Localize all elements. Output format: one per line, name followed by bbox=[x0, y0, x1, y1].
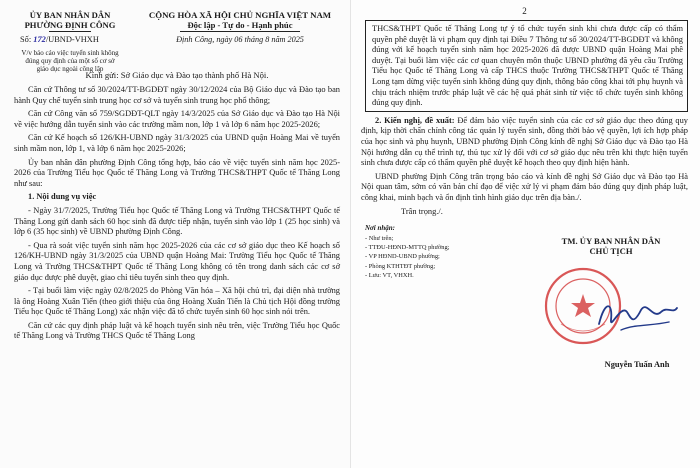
number-handwritten: 172 bbox=[33, 35, 46, 44]
recipient-item: - VP HĐND-UBND phường; bbox=[365, 253, 440, 261]
document-page-2 bbox=[350, 0, 700, 468]
legal-basis-2: Căn cứ Công văn số 759/SGDĐT-QLT ngày 14/3/2025 của Sở Giáo dục và Đào tạo Hà Nội về việc hướng dẫn tuyển sinh vào các trường mầm non, lớp 1 và lớp 6 năm học 2025-2026; bbox=[14, 109, 340, 129]
motto-underline bbox=[180, 31, 300, 32]
highlighted-text: THCS&THPT Quốc tế Thăng Long tự ý tổ chức tuyển sinh khi chưa được cấp có thẩm quyền phê duyệt là vi phạm quy định tại Điều 7 Thông tư số 30/2024/TT-BGDĐT và không đúng với kế hoạch tuyển sinh năm học 2025-2026 đã được UBND quận Hoàng Mai phê duyệt. Tại buổi làm việc các cơ quan chuyên môn thuộc UBND phường đã yêu cầu Trường Tiểu học Quốc tế Thăng Long và cấp THCS thuộc Trường THCS&THPT Quốc tế Thăng Long tạm dừng việc tuyển sinh không đúng quy định, thông báo công khai tới phụ huynh và chịu trách nhiệm trước pháp luật về các hệ quả phát sinh từ việc tổ chức tuyển sinh không đúng quy định. bbox=[372, 24, 683, 108]
agency-name-line1: ỦY BAN NHÂN DÂN bbox=[29, 10, 111, 20]
signature-block bbox=[361, 220, 688, 400]
recipient-line: Kính gửi: Sở Giáo dục và Đào tạo thành phố Hà Nội. bbox=[85, 70, 269, 80]
section-1-heading: 1. Nội dung vụ việc bbox=[28, 192, 97, 202]
signatory-line2: CHỦ TỊCH bbox=[589, 246, 633, 257]
recipient-item: - TTĐU-HĐND-MTTQ phường; bbox=[365, 243, 450, 251]
legal-basis-1: Căn cứ Thông tư số 30/2024/TT-BGDĐT ngày 30/12/2024 của Bộ Giáo dục và Đào tạo ban hành Quy chế tuyển sinh trung học cơ sở và tuyển sinh trung học phổ thông; bbox=[14, 85, 340, 105]
recommendation-text: Để đảm bảo việc tuyển sinh của các cơ sở giáo dục theo đúng quy định, kịp thời chấn chỉnh công tác quản lý tuyển sinh, đồng thời bảo vệ quyền, lợi ích hợp pháp của học sinh và phụ huynh, UBND phường Định Công kính đề nghị Sở Giáo dục và Đào tạo Hà Nội hướng dẫn cụ thể trình tự, thủ tục xử lý đối với cơ sở giáo dục nêu trên khi thực hiện tuyển sinh chưa được cấp có thẩm quyền phê duyệt kế hoạch theo quy định hiện hành. bbox=[361, 115, 688, 168]
incident-paragraph-3: - Tại buổi làm việc ngày 02/8/2025 do Phòng Văn hóa – Xã hội chủ trì, đại diện nhà trường là ông Hoàng Xuân Tiến (theo giới thiệu của ông Hoàng Xuân Tiến là Chủ tịch Hội đồng trường Tiểu học Quốc tế Thăng Long) xác nhận việc đã tổ chức tuyển sinh 60 học sinh nói trên. bbox=[14, 286, 340, 317]
signatory-line1: TM. ỦY BAN NHÂN DÂN bbox=[561, 236, 661, 247]
issuing-agency bbox=[14, 10, 126, 73]
recipients-title: Nơi nhận: bbox=[365, 224, 396, 233]
recommendation-paragraph bbox=[361, 116, 688, 169]
agency-name-line2: PHƯỜNG ĐỊNH CÔNG bbox=[24, 20, 116, 30]
nation-title: CỘNG HÒA XÃ HỘI CHỦ NGHĨA VIỆT NAM bbox=[148, 10, 332, 20]
dateline: Định Công, ngày 06 tháng 8 năm 2025 bbox=[176, 35, 304, 44]
incident-paragraph-2: - Qua rà soát việc tuyển sinh năm học 2025-2026 của các cơ sở giáo dục theo Kế hoạch số 126/KH-UBND ngày 31/3/2025 của UBND quận Hoàng Mai: Trường Tiểu học Quốc tế Thăng Long và Trường THCS&THPT Quốc tế Thăng Long không có tên trong danh sách các cơ sở giáo dục được phê duyệt, giao chỉ tiêu tuyển sinh theo quy định. bbox=[14, 240, 340, 282]
nation-motto: Độc lập - Tự do - Hạnh phúc bbox=[187, 20, 293, 30]
highlighted-box bbox=[365, 20, 688, 112]
document-header bbox=[14, 10, 340, 73]
incident-paragraph-1: - Ngày 31/7/2025, Trường Tiểu học Quốc tế Thăng Long và Trường THCS&THPT Quốc tế Thăng Long gửi danh sách 60 học sinh đã được tiếp nhận, tuyển sinh vào lớp 1 (25 học sinh) và lớp 6 (35 học sinh) về UBND phường Định Công. bbox=[14, 205, 340, 237]
closing-line: Trân trọng./. bbox=[401, 206, 443, 216]
subject-line3: giáo dục ngoài công lập bbox=[36, 65, 104, 73]
recipient-item: - Lưu: VT, VHXH. bbox=[365, 272, 414, 280]
handwritten-signature bbox=[591, 290, 681, 340]
number-prefix: Số: bbox=[20, 35, 32, 44]
number-suffix: /UBND-VHXH bbox=[45, 35, 99, 44]
signatory-title bbox=[531, 236, 691, 256]
document-number bbox=[20, 35, 126, 45]
report-intro: Ủy ban nhân dân phường Định Công tổng hợp, báo cáo về việc tuyển sinh năm học 2025-2026 của Trường Tiểu học Quốc tế Thăng Long và Trường THCS&THPT Quốc tế Thăng Long như sau: bbox=[14, 157, 340, 188]
recipient-item: - Phòng KTHTĐT phường; bbox=[365, 262, 436, 270]
recipient-item: - Như trên; bbox=[365, 234, 394, 242]
signer-name: Nguyễn Tuấn Anh bbox=[604, 360, 670, 370]
subject-line1: V/v báo cáo việc tuyển sinh không bbox=[21, 49, 119, 57]
document-subject bbox=[14, 49, 126, 73]
page-number: 2 bbox=[522, 6, 527, 16]
section-2-heading: 2. Kiến nghị, đề xuất: bbox=[375, 115, 455, 125]
agency-underline bbox=[49, 31, 91, 32]
final-paragraph: UBND phường Định Công trân trọng báo cáo và kính đề nghị Sở Giáo dục và Đào tạo Hà Nội quan tâm, sớm có văn bản chỉ đạo để việc xử lý vi phạm đảm bảo đúng quy định pháp luật, công khai, minh bạch và ổn định tình hình giáo dục trên địa bàn./. bbox=[361, 171, 688, 202]
subject-line2: đúng quy định của một số cơ sở bbox=[25, 57, 115, 65]
national-motto bbox=[140, 10, 340, 45]
legal-basis-3: Căn cứ Kế hoạch số 126/KH-UBND ngày 31/3/2025 của UBND quận Hoàng Mai về tuyển sinh mầm non, lớp 1, và lớp 6 năm học 2025-2026; bbox=[14, 133, 340, 153]
incident-paragraph-4: Căn cứ các quy định pháp luật và kế hoạch tuyển sinh nêu trên, việc Trường Tiểu học Quốc tế Thăng Long và Trường THCS Quốc tế Thăng Long bbox=[14, 320, 340, 341]
recipients-list bbox=[365, 224, 495, 280]
